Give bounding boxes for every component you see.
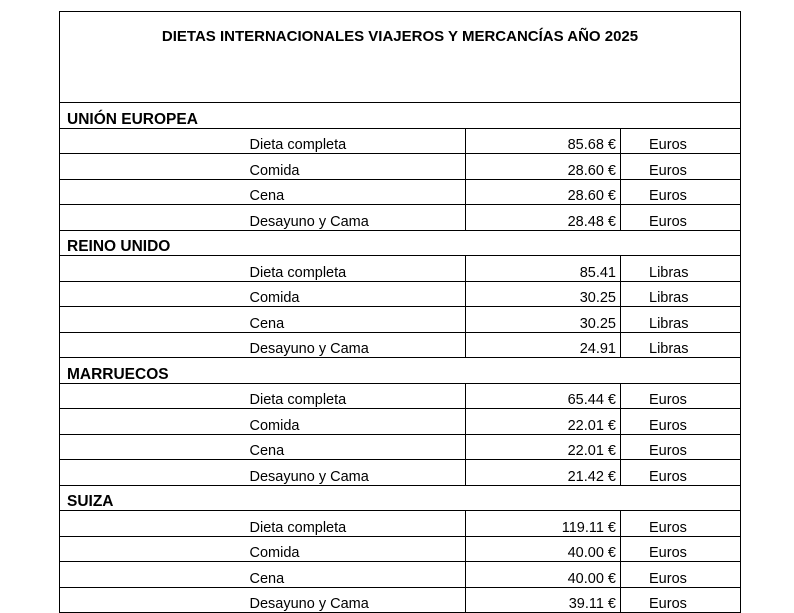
blank-cell	[60, 154, 250, 180]
blank-cell	[60, 332, 250, 358]
currency-cell: Libras	[621, 332, 741, 358]
concept-cell: Dieta completa	[250, 511, 466, 537]
blank-cell	[60, 511, 250, 537]
table-row	[60, 256, 741, 282]
section-header-row	[60, 230, 741, 256]
section-name: MARRUECOS	[60, 358, 741, 384]
amount-cell: 65.44 €	[466, 383, 621, 409]
allowance-table	[59, 11, 741, 613]
blank-cell	[60, 536, 250, 562]
section-header-row	[60, 358, 741, 384]
blank-cell	[60, 460, 250, 486]
concept-cell: Dieta completa	[250, 383, 466, 409]
table-row	[60, 179, 741, 205]
currency-cell: Euros	[621, 128, 741, 154]
section-header-row	[60, 485, 741, 511]
title-row	[60, 12, 741, 103]
blank-cell	[60, 587, 250, 613]
table-row	[60, 205, 741, 231]
table-row	[60, 154, 741, 180]
amount-cell: 28.60 €	[466, 179, 621, 205]
currency-cell: Euros	[621, 179, 741, 205]
table-row	[60, 536, 741, 562]
allowance-document	[59, 11, 740, 613]
section-header-row	[60, 103, 741, 129]
section-name: REINO UNIDO	[60, 230, 741, 256]
section-name: UNIÓN EUROPEA	[60, 103, 741, 129]
currency-cell: Euros	[621, 383, 741, 409]
amount-cell: 22.01 €	[466, 409, 621, 435]
currency-cell: Euros	[621, 511, 741, 537]
concept-cell: Comida	[250, 409, 466, 435]
currency-cell: Euros	[621, 205, 741, 231]
currency-cell: Euros	[621, 409, 741, 435]
concept-cell: Cena	[250, 179, 466, 205]
amount-cell: 30.25	[466, 307, 621, 333]
blank-cell	[60, 562, 250, 588]
currency-cell: Libras	[621, 307, 741, 333]
table-row	[60, 434, 741, 460]
blank-cell	[60, 383, 250, 409]
concept-cell: Cena	[250, 307, 466, 333]
concept-cell: Desayuno y Cama	[250, 205, 466, 231]
amount-cell: 28.60 €	[466, 154, 621, 180]
currency-cell: Euros	[621, 562, 741, 588]
concept-cell: Desayuno y Cama	[250, 460, 466, 486]
concept-cell: Comida	[250, 154, 466, 180]
amount-cell: 40.00 €	[466, 562, 621, 588]
table-row	[60, 332, 741, 358]
blank-cell	[60, 409, 250, 435]
amount-cell: 21.42 €	[466, 460, 621, 486]
table-row	[60, 562, 741, 588]
blank-cell	[60, 434, 250, 460]
amount-cell: 22.01 €	[466, 434, 621, 460]
blank-cell	[60, 307, 250, 333]
currency-cell: Libras	[621, 256, 741, 282]
document-title: DIETAS INTERNACIONALES VIAJEROS Y MERCANCÍAS AÑO 2025	[60, 12, 741, 103]
currency-cell: Euros	[621, 434, 741, 460]
table-row	[60, 587, 741, 613]
allowance-table-body	[60, 12, 741, 613]
amount-cell: 85.41	[466, 256, 621, 282]
concept-cell: Cena	[250, 562, 466, 588]
amount-cell: 40.00 €	[466, 536, 621, 562]
table-row	[60, 307, 741, 333]
blank-cell	[60, 128, 250, 154]
concept-cell: Comida	[250, 281, 466, 307]
amount-cell: 85.68 €	[466, 128, 621, 154]
currency-cell: Euros	[621, 587, 741, 613]
amount-cell: 30.25	[466, 281, 621, 307]
blank-cell	[60, 256, 250, 282]
table-row	[60, 281, 741, 307]
table-row	[60, 383, 741, 409]
blank-cell	[60, 205, 250, 231]
amount-cell: 39.11 €	[466, 587, 621, 613]
concept-cell: Dieta completa	[250, 128, 466, 154]
table-row	[60, 128, 741, 154]
concept-cell: Cena	[250, 434, 466, 460]
currency-cell: Euros	[621, 460, 741, 486]
currency-cell: Libras	[621, 281, 741, 307]
table-row	[60, 409, 741, 435]
amount-cell: 28.48 €	[466, 205, 621, 231]
currency-cell: Euros	[621, 154, 741, 180]
blank-cell	[60, 281, 250, 307]
table-row	[60, 511, 741, 537]
amount-cell: 119.11 €	[466, 511, 621, 537]
currency-cell: Euros	[621, 536, 741, 562]
concept-cell: Dieta completa	[250, 256, 466, 282]
blank-cell	[60, 179, 250, 205]
amount-cell: 24.91	[466, 332, 621, 358]
table-row	[60, 460, 741, 486]
concept-cell: Desayuno y Cama	[250, 587, 466, 613]
concept-cell: Desayuno y Cama	[250, 332, 466, 358]
section-name: SUIZA	[60, 485, 741, 511]
concept-cell: Comida	[250, 536, 466, 562]
